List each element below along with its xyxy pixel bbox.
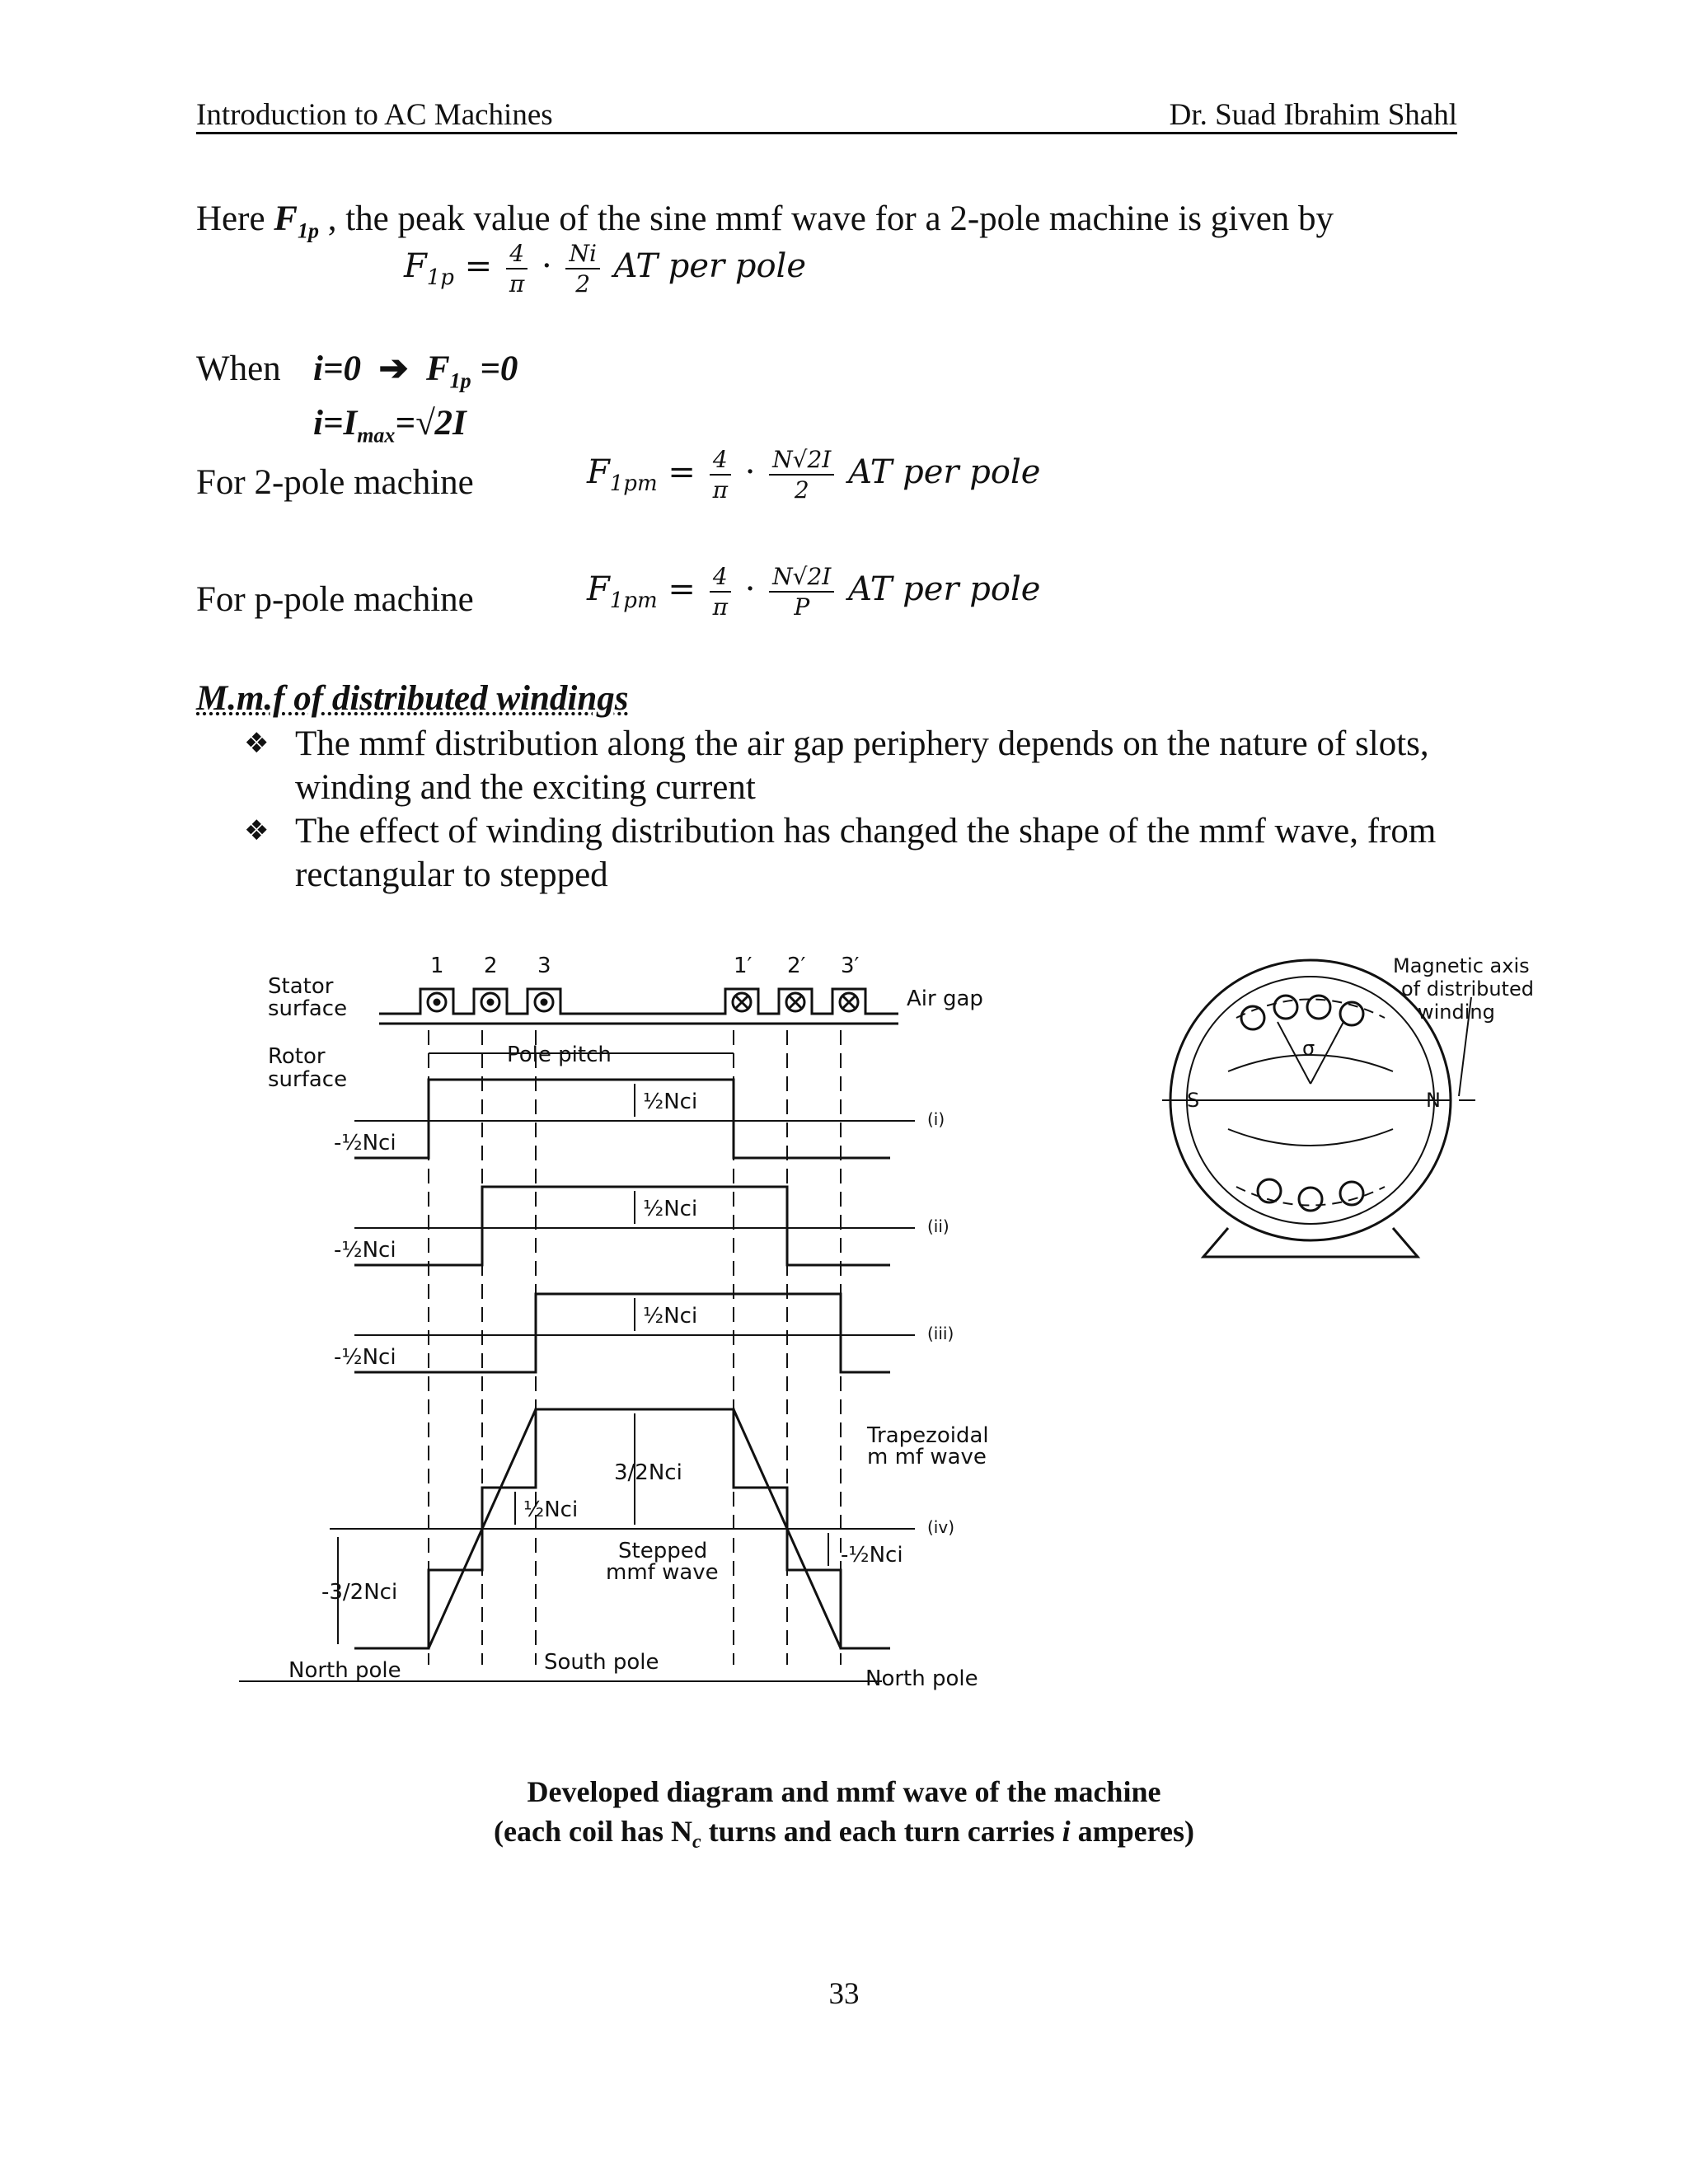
- machine-cross-section: [1154, 948, 1566, 1277]
- wave-label: (ii): [927, 1216, 950, 1236]
- when-label: When: [196, 349, 281, 388]
- slot-number-prime: 3′: [841, 954, 860, 978]
- bullet-item: ❖ The mmf distribution along the air gap periphery depends on the nature of slots, winding and the exciting current: [244, 722, 1456, 809]
- diamond-bullet-icon: ❖: [244, 814, 270, 847]
- intro-text: [196, 198, 1334, 244]
- magnitude-label: ½Nci: [643, 1197, 698, 1221]
- trapezoidal-label-2: m mf wave: [867, 1445, 987, 1469]
- s-pole-label: S: [1187, 1089, 1200, 1112]
- page-number: 33: [828, 1977, 860, 2011]
- slot-number: 1: [430, 954, 444, 978]
- magnitude-label: -½Nci: [334, 1131, 396, 1155]
- stator-label: Stator: [268, 974, 334, 999]
- wave-label: (i): [927, 1109, 945, 1129]
- stepped-label-2: mmf wave: [606, 1560, 719, 1585]
- intro-symbol: $F_{1p}$: [274, 199, 319, 243]
- equation-f1p: $F_{1p}$ = $\frac{4}{\pi}$ · $\frac{Ni}{2}$ AT per pole: [404, 240, 807, 298]
- magnetic-axis-label: Magnetic axis: [1393, 954, 1530, 977]
- slot-number-prime: 1′: [734, 954, 753, 978]
- stator-label-2: surface: [268, 996, 348, 1021]
- section-title: M.m.f of distributed windings: [196, 679, 629, 718]
- air-gap-label: Air gap: [907, 987, 983, 1011]
- bullet-item: ❖ The effect of winding distribution has changed the shape of the mmf wave, from rectangular to stepped: [244, 809, 1456, 897]
- slot-number: 2: [484, 954, 498, 978]
- sigma-label: σ: [1302, 1037, 1315, 1060]
- fraction-ni-2: $\frac{Ni}{2}$: [565, 239, 599, 298]
- stepped-label: Stepped: [618, 1539, 708, 1563]
- magnitude-label: 3/2Nci: [614, 1460, 682, 1485]
- caption-line-2: (each coil has $N_c$ turns and each turn carries i amperes): [494, 1815, 1194, 1854]
- fraction-4-pi: $\frac{4}{\pi}$: [506, 239, 528, 298]
- diamond-bullet-icon: ❖: [244, 727, 270, 760]
- wave-label: (iii): [927, 1324, 954, 1343]
- developed-diagram-figure: [190, 923, 1170, 1739]
- rotor-label-2: surface: [268, 1067, 348, 1092]
- when-line1: i=0 ➔ $F_{1p} =0$: [313, 349, 518, 393]
- header-right: Dr. Suad Ibrahim Shahl: [1169, 98, 1457, 132]
- slot-number-prime: 2′: [787, 954, 806, 978]
- when-line2: $i=I_{max}=√2I$: [313, 404, 467, 448]
- magnitude-label: ½Nci: [643, 1304, 698, 1329]
- magnetic-axis-label-3: winding: [1418, 1001, 1495, 1024]
- header-rule: [196, 132, 1457, 134]
- figure-caption: [0, 1772, 1688, 1862]
- pole-pitch-label: Pole pitch: [507, 1043, 612, 1067]
- wave-label: (iv): [927, 1517, 954, 1537]
- magnitude-label: -½Nci: [334, 1238, 396, 1263]
- magnitude-label: ½Nci: [643, 1090, 698, 1114]
- magnitude-label: -½Nci: [841, 1543, 903, 1568]
- magnetic-axis-label-2: of distributed: [1401, 977, 1534, 1001]
- south-pole-label: South pole: [544, 1650, 659, 1675]
- eq3-label: For p-pole machine: [196, 580, 474, 619]
- slot-number: 3: [537, 954, 551, 978]
- equation-f1pm-2pole: $F_{1pm}$ = $\frac{4}{\pi}$ · $\frac{N√2I}{2}$ AT per pole: [587, 446, 1041, 504]
- trapezoidal-label: Trapezoidal: [867, 1423, 989, 1448]
- n-pole-label: N: [1426, 1089, 1441, 1112]
- intro-prefix: Here: [196, 199, 274, 238]
- eq2-label: For 2-pole machine: [196, 463, 474, 502]
- intro-suffix: , the peak value of the sine mmf wave for a 2-pole machine is given by: [318, 199, 1334, 238]
- equation-f1pm-ppole: $F_{1pm}$ = $\frac{4}{\pi}$ · $\frac{N√2I}{P}$ AT per pole: [587, 563, 1041, 621]
- magnitude-label: -3/2Nci: [321, 1580, 398, 1605]
- header-left: Introduction to AC Machines: [196, 98, 553, 132]
- caption-line-1: Developed diagram and mmf wave of the machine: [527, 1775, 1161, 1808]
- magnitude-label: ½Nci: [523, 1497, 579, 1522]
- magnitude-label: -½Nci: [334, 1345, 396, 1370]
- north-pole-label: North pole: [865, 1666, 978, 1691]
- north-pole-label: North pole: [288, 1658, 401, 1683]
- rotor-label: Rotor: [268, 1044, 326, 1069]
